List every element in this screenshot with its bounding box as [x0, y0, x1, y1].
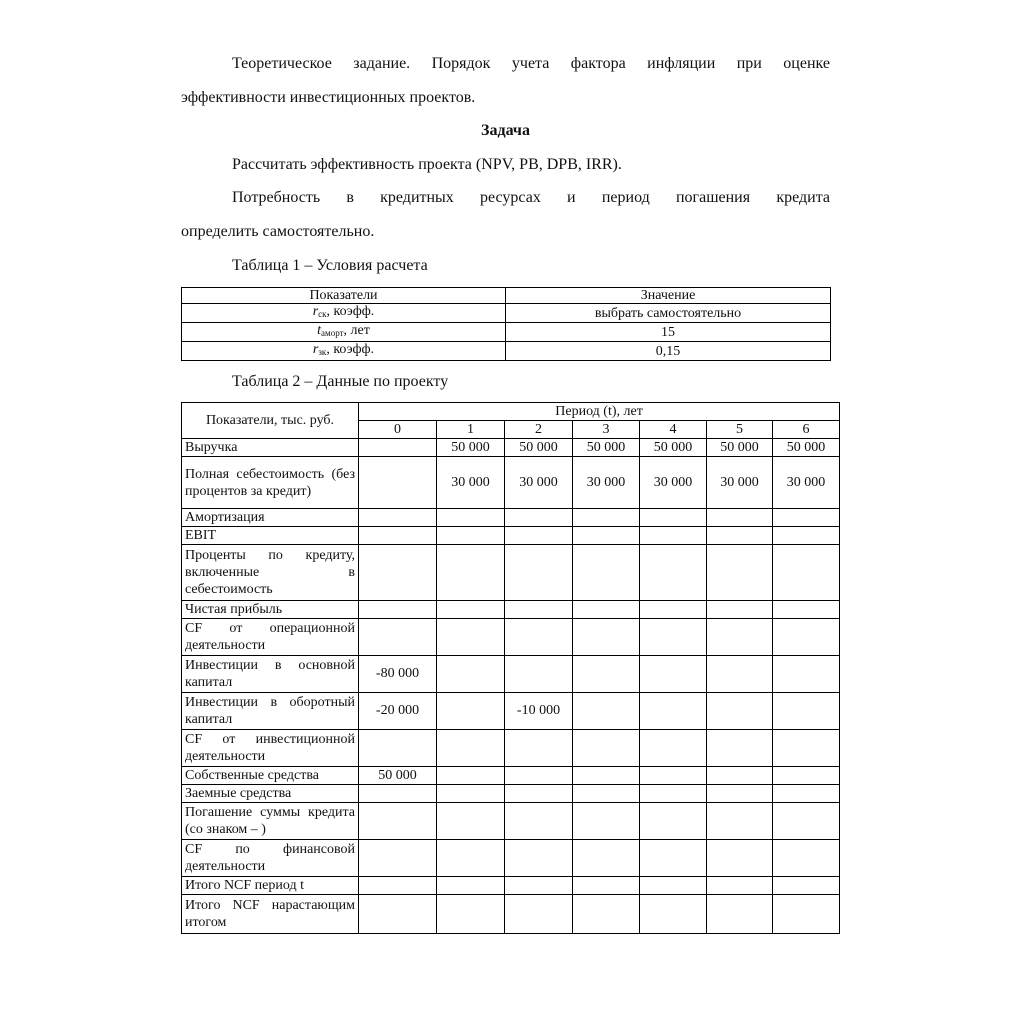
table-row [182, 323, 831, 342]
header-cell: Значение [506, 288, 831, 304]
value-cell: 50 000 [640, 439, 707, 457]
table-row [182, 840, 840, 877]
table-row [182, 785, 840, 803]
value-cell [437, 730, 505, 767]
value-cell [359, 877, 437, 895]
value-cell: -80 000 [359, 656, 437, 693]
period-cell: 1 [437, 421, 505, 439]
symbol: t [317, 323, 322, 338]
value-cell [505, 803, 573, 840]
value-cell [359, 457, 437, 509]
value-cell [707, 730, 773, 767]
row-label: Выручка [182, 439, 359, 457]
value-cell [640, 767, 707, 785]
row-label: Итого NCF период t [182, 877, 359, 895]
value-cell [707, 619, 773, 656]
indicator-unit: , лет [343, 323, 370, 338]
value-cell [640, 601, 707, 619]
table1-caption: Таблица 1 – Условия расчета [232, 257, 428, 274]
value-cell [573, 545, 640, 601]
period-header-row [182, 403, 840, 421]
value-cell [573, 730, 640, 767]
value-cell [359, 509, 437, 527]
value-cell [640, 803, 707, 840]
table-row [182, 342, 831, 361]
value-cell [573, 509, 640, 527]
value-cell [505, 545, 573, 601]
value-cell [640, 877, 707, 895]
value-cell [573, 527, 640, 545]
value-cell [707, 656, 773, 693]
table2-caption: Таблица 2 – Данные по проекту [232, 373, 449, 390]
table-row [182, 304, 831, 323]
value-cell: выбрать самостоятельно [506, 304, 831, 323]
row-label: Инвестиции в оборотный капитал [182, 693, 359, 730]
value-cell [573, 601, 640, 619]
value-cell [437, 509, 505, 527]
value-cell [707, 693, 773, 730]
indicator-cell [182, 342, 506, 361]
row-label: Инвестиции в основной капитал [182, 656, 359, 693]
value-cell [640, 693, 707, 730]
value-cell [505, 509, 573, 527]
value-cell [505, 527, 573, 545]
value-cell [707, 545, 773, 601]
value-cell: 0,15 [506, 342, 831, 361]
table-row [182, 439, 840, 457]
value-cell [573, 619, 640, 656]
table-row [182, 730, 840, 767]
value-cell [773, 656, 840, 693]
value-cell [773, 619, 840, 656]
table-row [182, 601, 840, 619]
value-cell [773, 877, 840, 895]
row-label: Полная себестоимость (без процентов за кредит) [182, 457, 359, 509]
row-label: EBIT [182, 527, 359, 545]
table-row [182, 656, 840, 693]
task-heading: Задача [481, 122, 530, 139]
value-cell [707, 877, 773, 895]
period-cell: 3 [573, 421, 640, 439]
task-line-1: Рассчитать эффективность проекта (NPV, PB, DPB, IRR). [232, 156, 622, 173]
table-row [182, 509, 840, 527]
value-cell [437, 895, 505, 934]
value-cell [505, 601, 573, 619]
value-cell: 30 000 [505, 457, 573, 509]
value-cell [573, 693, 640, 730]
row-label: Собственные средства [182, 767, 359, 785]
indicator-unit: , коэфф. [326, 342, 375, 357]
value-cell: -10 000 [505, 693, 573, 730]
indicator-unit: , коэфф. [326, 304, 375, 319]
value-cell: 50 000 [773, 439, 840, 457]
value-cell [707, 840, 773, 877]
value-cell: 50 000 [707, 439, 773, 457]
value-cell [640, 895, 707, 934]
value-cell [505, 619, 573, 656]
row-label: CF по финансовой деятельности [182, 840, 359, 877]
value-cell [707, 803, 773, 840]
header-cell: Показатели [182, 288, 506, 304]
value-cell: 50 000 [359, 767, 437, 785]
value-cell [437, 693, 505, 730]
table-row [182, 527, 840, 545]
value-cell [573, 767, 640, 785]
table-row [182, 619, 840, 656]
period-cell: 5 [707, 421, 773, 439]
symbol-subscript: аморт [321, 328, 344, 338]
value-cell [505, 840, 573, 877]
value-cell [573, 895, 640, 934]
period-cell: 4 [640, 421, 707, 439]
indicator-cell [182, 323, 506, 342]
value-cell [437, 527, 505, 545]
table-header-row [182, 288, 831, 304]
value-cell [437, 656, 505, 693]
row-label: Чистая прибыль [182, 601, 359, 619]
value-cell [505, 895, 573, 934]
indicator-cell [182, 304, 506, 323]
row-label: Итого NCF нарастающим итогом [182, 895, 359, 934]
value-cell: 30 000 [773, 457, 840, 509]
table-row [182, 545, 840, 601]
value-cell [773, 840, 840, 877]
value-cell [359, 803, 437, 840]
value-cell: 30 000 [573, 457, 640, 509]
value-cell [773, 527, 840, 545]
value-cell [640, 545, 707, 601]
value-cell [707, 601, 773, 619]
value-cell [437, 877, 505, 895]
table-row [182, 767, 840, 785]
value-cell [707, 509, 773, 527]
value-cell [640, 619, 707, 656]
value-cell [505, 785, 573, 803]
row-label: Заемные средства [182, 785, 359, 803]
value-cell [573, 840, 640, 877]
value-cell [359, 545, 437, 601]
value-cell [707, 527, 773, 545]
table-row [182, 803, 840, 840]
value-cell [573, 656, 640, 693]
value-cell [773, 730, 840, 767]
value-cell [640, 509, 707, 527]
value-cell: 50 000 [437, 439, 505, 457]
conditions-table [181, 287, 831, 361]
value-cell [707, 785, 773, 803]
value-cell [773, 545, 840, 601]
value-cell [359, 840, 437, 877]
table-row [182, 457, 840, 509]
value-cell [437, 619, 505, 656]
row-label: Амортизация [182, 509, 359, 527]
value-cell [505, 877, 573, 895]
value-cell [359, 895, 437, 934]
period-cell: 2 [505, 421, 573, 439]
value-cell [359, 619, 437, 656]
symbol: r [312, 342, 319, 357]
value-cell [573, 785, 640, 803]
value-cell: 30 000 [707, 457, 773, 509]
value-cell [437, 767, 505, 785]
value-cell [437, 803, 505, 840]
value-cell: 50 000 [573, 439, 640, 457]
project-data-table [181, 402, 840, 934]
value-cell [640, 785, 707, 803]
value-cell [359, 785, 437, 803]
table-row [182, 877, 840, 895]
row-label: Проценты по кредиту, включенные в себестоимость [182, 545, 359, 601]
value-cell [773, 785, 840, 803]
table-row [182, 693, 840, 730]
value-cell [437, 545, 505, 601]
period-cell: 6 [773, 421, 840, 439]
value-cell [437, 785, 505, 803]
row-label: CF от операционной деятельности [182, 619, 359, 656]
value-cell [707, 895, 773, 934]
table-row [182, 895, 840, 934]
value-cell [573, 803, 640, 840]
value-cell [437, 840, 505, 877]
value-cell [505, 656, 573, 693]
value-cell [773, 601, 840, 619]
value-cell [773, 693, 840, 730]
value-cell: 30 000 [437, 457, 505, 509]
value-cell [573, 877, 640, 895]
value-cell [640, 656, 707, 693]
value-cell [505, 767, 573, 785]
value-cell [359, 601, 437, 619]
row-label: CF от инвестиционной деятельности [182, 730, 359, 767]
period-header: Период (t), лет [359, 403, 840, 421]
value-cell: 50 000 [505, 439, 573, 457]
value-cell: -20 000 [359, 693, 437, 730]
value-cell: 15 [506, 323, 831, 342]
symbol-subscript: зк [318, 347, 327, 357]
value-cell [640, 527, 707, 545]
period-cell: 0 [359, 421, 437, 439]
value-cell [640, 840, 707, 877]
value-cell [359, 527, 437, 545]
task-line-3: определить самостоятельно. [181, 223, 375, 240]
value-cell [359, 730, 437, 767]
value-cell [773, 509, 840, 527]
value-cell [707, 767, 773, 785]
task-line-2: Потребность в кредитных ресурсах и период погашения кредита [232, 189, 830, 206]
row-label: Погашение суммы кредита (со знаком – ) [182, 803, 359, 840]
symbol-subscript: ск [318, 309, 327, 319]
value-cell [505, 730, 573, 767]
theory-line-2: эффективности инвестиционных проектов. [181, 89, 476, 106]
value-cell [773, 895, 840, 934]
value-cell [773, 767, 840, 785]
symbol: r [312, 304, 319, 319]
theory-line-1: Теоретическое задание. Порядок учета фактора инфляции при оценке [232, 55, 830, 72]
value-cell [640, 730, 707, 767]
value-cell [359, 439, 437, 457]
corner-header: Показатели, тыс. руб. [182, 403, 359, 439]
value-cell: 30 000 [640, 457, 707, 509]
value-cell [437, 601, 505, 619]
value-cell [773, 803, 840, 840]
